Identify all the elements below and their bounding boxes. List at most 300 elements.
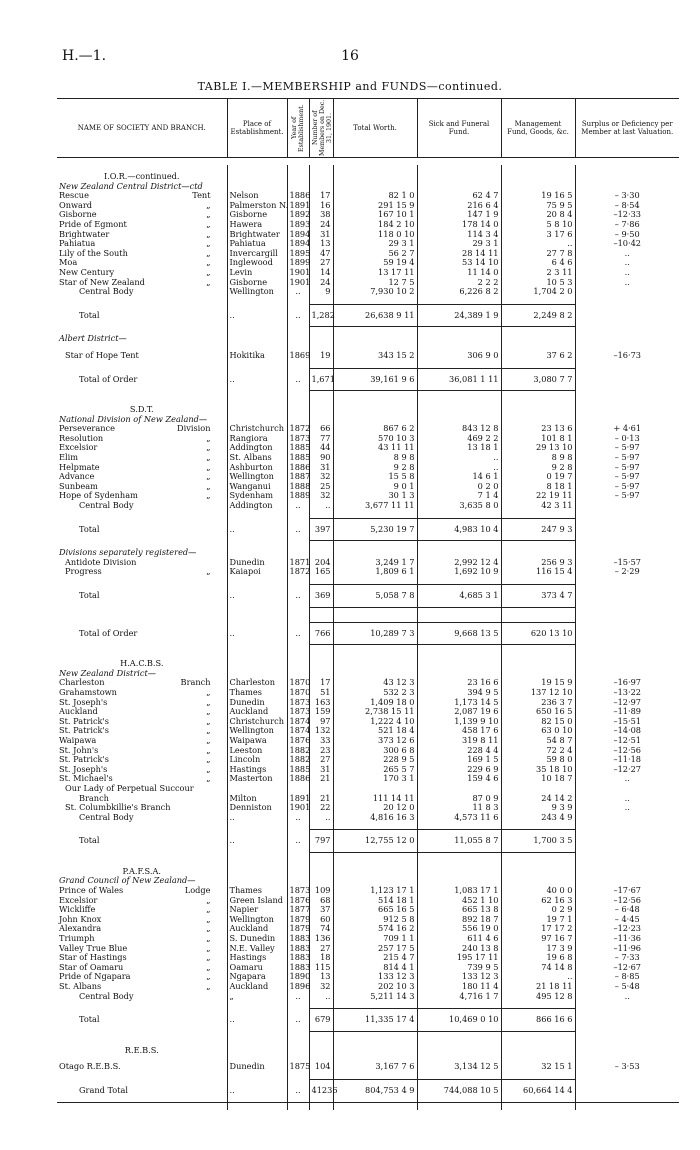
table-row — [57, 258, 679, 268]
year-cell: 1887 — [287, 472, 309, 482]
year-cell: 1872 — [287, 567, 309, 577]
sick-cell: 1,083 17 1 — [417, 886, 501, 896]
empty-cell — [575, 1046, 679, 1056]
lodge-type: Lodge — [184, 885, 211, 896]
branch-name: Lily of the South — [59, 247, 128, 258]
table-row — [57, 230, 679, 240]
sick-cell: 159 4 6 — [417, 774, 501, 784]
worth-cell: 9 0 1 — [333, 482, 417, 492]
worth-cell: 867 6 2 — [333, 424, 417, 434]
table-row — [57, 736, 679, 746]
worth-cell: 111 14 11 — [333, 794, 417, 804]
year-cell: 1899 — [287, 258, 309, 268]
place-cell: Palmerston N. — [227, 201, 287, 211]
place-cell: .. — [227, 622, 287, 645]
mgmt-cell: 59 8 0 — [501, 755, 575, 765]
table-row — [57, 678, 679, 688]
mgmt-cell: 1,704 2 0 — [501, 287, 575, 297]
branch-name: Antidote Division — [65, 556, 137, 567]
worth-cell: 1,409 18 0 — [333, 698, 417, 708]
year-cell: .. — [287, 287, 309, 297]
surplus-cell: –16·97 — [575, 678, 679, 688]
sick-cell: 11 8 3 — [417, 803, 501, 813]
mgmt-cell: 2 3 11 — [501, 268, 575, 278]
branch-name: Total — [79, 309, 100, 320]
lodge-type: „ — [206, 904, 211, 915]
empty-cell — [309, 867, 333, 877]
empty-cell — [575, 172, 679, 182]
mgmt-cell: 19 16 5 — [501, 191, 575, 201]
table-row — [57, 765, 679, 775]
mgmt-cell: 27 7 8 — [501, 249, 575, 259]
mgmt-cell: 3 17 6 — [501, 230, 575, 240]
place-cell: Thames — [227, 688, 287, 698]
surplus-cell: .. — [575, 774, 679, 784]
table-row — [57, 755, 679, 765]
table-row — [57, 944, 679, 954]
year-cell: 1870 — [287, 688, 309, 698]
branch-name-cell — [57, 1079, 227, 1102]
table-title: TABLE I.—MEMBERSHIP and FUNDS—continued. — [197, 80, 503, 93]
district-name: Grand Council of New Zealand— — [59, 875, 196, 886]
society-name: H.A.C.B.S. — [120, 658, 164, 669]
surplus-cell: – 4·45 — [575, 915, 679, 925]
members-cell: 27 — [309, 944, 333, 954]
surplus-cell — [575, 813, 679, 823]
sick-cell: 6,226 8 2 — [417, 287, 501, 297]
empty-cell — [227, 659, 287, 669]
lodge-type: „ — [206, 913, 211, 924]
lodge-type: „ — [206, 981, 211, 991]
branch-name: Waipawa — [59, 734, 97, 745]
sick-cell: 892 18 7 — [417, 915, 501, 925]
members-cell: 24 — [309, 278, 333, 288]
empty-cell — [575, 659, 679, 669]
sick-cell: 13 18 1 — [417, 443, 501, 453]
table-row — [57, 558, 679, 568]
branch-name: Elim — [59, 452, 78, 463]
members-cell: 1,671 — [309, 368, 333, 391]
total-row — [57, 304, 679, 327]
sick-cell: 114 3 4 — [417, 230, 501, 240]
lodge-type: „ — [206, 566, 211, 577]
worth-cell: 215 4 7 — [333, 953, 417, 963]
place-cell: Invercargill — [227, 249, 287, 259]
year-cell: 1885 — [287, 443, 309, 453]
lodge-type: „ — [206, 218, 211, 229]
sick-cell: 4,685 3 1 — [417, 585, 501, 608]
lodge-type: Division — [177, 423, 211, 434]
worth-cell: 514 18 1 — [333, 896, 417, 906]
year-cell: 1872 — [287, 424, 309, 434]
empty-cell — [417, 867, 501, 877]
worth-cell: 15 5 8 — [333, 472, 417, 482]
empty-cell — [417, 405, 501, 415]
branch-name-cell — [57, 830, 227, 853]
members-cell: 32 — [309, 491, 333, 501]
branch-name: Hope of Sydenham — [59, 490, 138, 501]
branch-name: Pride of Egmont — [59, 218, 127, 229]
table-row — [57, 924, 679, 934]
mgmt-cell: 20 8 4 — [501, 210, 575, 220]
year-cell: 1885 — [287, 765, 309, 775]
surplus-cell: .. — [575, 794, 679, 804]
surplus-cell: – 6·48 — [575, 905, 679, 915]
branch-name: Helpmate — [59, 461, 100, 472]
empty-cell — [227, 1046, 287, 1056]
sick-cell: 1,173 14 5 — [417, 698, 501, 708]
mgmt-cell: 54 8 7 — [501, 736, 575, 746]
table-body — [57, 165, 679, 1110]
year-cell: 1877 — [287, 905, 309, 915]
branch-name: Perseverance — [59, 423, 115, 434]
worth-cell: 12,755 12 0 — [333, 830, 417, 853]
society-name: R.E.B.S. — [124, 1044, 159, 1055]
place-cell: Dunedin — [227, 698, 287, 708]
branch-name: Branch — [79, 792, 109, 803]
year-cell: 1879 — [287, 915, 309, 925]
empty-cell — [309, 659, 333, 669]
worth-cell: 343 15 2 — [333, 351, 417, 361]
worth-cell: 10,289 7 3 — [333, 622, 417, 645]
sick-cell: 452 1 10 — [417, 896, 501, 906]
branch-name: St. Michael's — [59, 773, 113, 784]
mgmt-cell: 137 12 10 — [501, 688, 575, 698]
place-cell: Inglewood — [227, 258, 287, 268]
worth-cell: 709 1 1 — [333, 934, 417, 944]
worth-cell: 257 17 5 — [333, 944, 417, 954]
year-cell: 1876 — [287, 736, 309, 746]
place-cell: Leeston — [227, 746, 287, 756]
branch-name: Star of Hope Tent — [65, 349, 139, 360]
members-cell: 19 — [309, 351, 333, 361]
mgmt-cell: 3,080 7 7 — [501, 368, 575, 391]
place-cell: Sydenham — [227, 491, 287, 501]
place-cell: Rangiora — [227, 434, 287, 444]
year-cell: 1891 — [287, 201, 309, 211]
lodge-type: „ — [206, 247, 211, 258]
mgmt-cell: 32 15 1 — [501, 1062, 575, 1072]
place-cell: .. — [227, 368, 287, 391]
branch-name: Total — [79, 590, 100, 600]
district-name: New Zealand Central District—ctd — [59, 180, 203, 191]
members-cell: 27 — [309, 755, 333, 765]
lodge-type: „ — [206, 734, 211, 745]
lodge-type: „ — [206, 715, 211, 726]
empty-cell — [501, 659, 575, 669]
mgmt-cell: 17 17 2 — [501, 924, 575, 934]
place-cell: Dunedin — [227, 558, 287, 568]
place-cell: Thames — [227, 886, 287, 896]
sick-cell: 9,668 13 5 — [417, 622, 501, 645]
branch-name: Central Body — [79, 811, 134, 822]
worth-cell: 4,816 16 3 — [333, 813, 417, 823]
empty-cell — [227, 867, 287, 877]
place-cell: Hastings — [227, 953, 287, 963]
table-row — [57, 220, 679, 230]
lodge-type: „ — [206, 763, 211, 774]
sick-cell: 556 19 0 — [417, 924, 501, 934]
place-cell: .. — [227, 1009, 287, 1032]
place-cell: Pahiatua — [227, 239, 287, 249]
worth-cell: 184 2 10 — [333, 220, 417, 230]
mgmt-cell: 243 4 9 — [501, 813, 575, 823]
branch-name-cell — [57, 585, 227, 608]
table-row — [57, 482, 679, 492]
sick-cell: 133 12 3 — [417, 972, 501, 982]
members-cell: .. — [309, 992, 333, 1002]
table-row — [57, 501, 679, 511]
place-cell: .. — [227, 830, 287, 853]
total-row — [57, 1009, 679, 1032]
place-cell: Addington — [227, 443, 287, 453]
sick-cell: 10,469 0 10 — [417, 1009, 501, 1032]
sick-cell: 53 14 10 — [417, 258, 501, 268]
members-cell: 31 — [309, 765, 333, 775]
place-cell: Auckland — [227, 924, 287, 934]
year-cell: .. — [287, 585, 309, 608]
mgmt-cell: 72 2 4 — [501, 746, 575, 756]
worth-cell: 11,335 17 4 — [333, 1009, 417, 1032]
mgmt-cell: 17 3 9 — [501, 944, 575, 954]
table-row — [57, 905, 679, 915]
table-row — [57, 434, 679, 444]
mgmt-cell: 97 16 7 — [501, 934, 575, 944]
empty-cell — [417, 172, 501, 182]
branch-name: Charleston — [59, 677, 105, 688]
mgmt-cell: 82 15 0 — [501, 717, 575, 727]
table-row — [57, 813, 679, 823]
year-cell: 1890 — [287, 972, 309, 982]
lodge-type: „ — [206, 744, 211, 755]
lodge-type: „ — [206, 933, 211, 944]
table-row — [57, 896, 679, 906]
sick-cell: 1,139 9 10 — [417, 717, 501, 727]
members-cell: 23 — [309, 746, 333, 756]
sick-cell: 36,081 1 11 — [417, 368, 501, 391]
members-cell: 136 — [309, 934, 333, 944]
sick-cell: 240 13 8 — [417, 944, 501, 954]
mgmt-cell: 236 3 7 — [501, 698, 575, 708]
surplus-cell: – 7·33 — [575, 953, 679, 963]
surplus-cell: – 7·86 — [575, 220, 679, 230]
mgmt-cell: 866 16 6 — [501, 1009, 575, 1032]
place-cell: Charleston — [227, 678, 287, 688]
year-cell: 1876 — [287, 896, 309, 906]
members-cell: 115 — [309, 963, 333, 973]
lodge-type: „ — [206, 686, 211, 697]
surplus-cell: –12·67 — [575, 963, 679, 973]
surplus-cell: .. — [575, 258, 679, 268]
sick-cell: 229 6 9 — [417, 765, 501, 775]
total-row — [57, 518, 679, 541]
place-cell: Napier — [227, 905, 287, 915]
branch-name-cell — [57, 443, 227, 453]
table-header-row — [57, 99, 679, 158]
empty-cell — [501, 405, 575, 415]
members-cell: 47 — [309, 249, 333, 259]
year-cell: 1891 — [287, 794, 309, 804]
table-row — [57, 982, 679, 992]
year-cell: 1892 — [287, 210, 309, 220]
year-cell: .. — [287, 992, 309, 1002]
place-cell: Auckland — [227, 982, 287, 992]
members-cell: 159 — [309, 707, 333, 717]
place-cell: St. Albans — [227, 453, 287, 463]
sick-cell: 178 14 0 — [417, 220, 501, 230]
table-row — [57, 1062, 679, 1072]
worth-cell: 532 2 3 — [333, 688, 417, 698]
place-cell: Christchurch — [227, 424, 287, 434]
branch-name: St. Joseph's — [59, 696, 108, 707]
surplus-cell: – 8·54 — [575, 201, 679, 211]
empty-cell — [333, 1046, 417, 1056]
sick-cell: 739 9 5 — [417, 963, 501, 973]
surplus-cell: –16·73 — [575, 351, 679, 361]
empty-cell — [333, 659, 417, 669]
surplus-cell: –12·56 — [575, 746, 679, 756]
year-cell: 1883 — [287, 934, 309, 944]
surplus-cell: –11·36 — [575, 934, 679, 944]
members-cell: 17 — [309, 191, 333, 201]
branch-name: St. Joseph's — [59, 763, 108, 774]
worth-cell: 43 12 3 — [333, 678, 417, 688]
table-row — [57, 746, 679, 756]
table-row — [57, 463, 679, 473]
surplus-cell: –11·96 — [575, 944, 679, 954]
year-cell: 1893 — [287, 220, 309, 230]
lodge-type: „ — [206, 228, 211, 239]
mgmt-cell: 23 13 6 — [501, 424, 575, 434]
members-cell: 797 — [309, 830, 333, 853]
empty-cell — [501, 867, 575, 877]
mgmt-cell: 62 16 3 — [501, 896, 575, 906]
table-row — [57, 268, 679, 278]
worth-cell: 3,249 1 7 — [333, 558, 417, 568]
col-mgmt-header: Management Fund, Goods, &c. — [501, 99, 575, 158]
surplus-cell: – 5·97 — [575, 463, 679, 473]
place-cell: Gisborne — [227, 278, 287, 288]
branch-name: Wickliffe — [59, 904, 96, 915]
branch-name: Auckland — [59, 706, 98, 717]
branch-name: Central Body — [79, 500, 134, 511]
branch-name-cell — [57, 368, 227, 391]
place-cell: Kaiapoi — [227, 567, 287, 577]
lodge-type: „ — [206, 961, 211, 972]
members-cell: 25 — [309, 482, 333, 492]
empty-cell — [287, 405, 309, 415]
worth-cell: 912 5 8 — [333, 915, 417, 925]
worth-cell: 29 3 1 — [333, 239, 417, 249]
lodge-type: „ — [206, 894, 211, 905]
year-cell: 1873 — [287, 707, 309, 717]
worth-cell: 1,123 17 1 — [333, 886, 417, 896]
branch-name-cell — [57, 518, 227, 541]
branch-name-cell — [57, 1062, 227, 1072]
mgmt-cell: 8 9 8 — [501, 453, 575, 463]
branch-name-cell — [57, 1009, 227, 1032]
lodge-type: Branch — [180, 677, 211, 688]
surplus-cell: – 5·97 — [575, 491, 679, 501]
society-heading — [57, 1046, 679, 1056]
empty-cell — [227, 334, 287, 344]
surplus-cell: – 5·97 — [575, 443, 679, 453]
branch-name-cell — [57, 622, 227, 645]
worth-cell: 43 11 11 — [333, 443, 417, 453]
mgmt-cell: 37 6 2 — [501, 351, 575, 361]
place-cell: .. — [227, 304, 287, 327]
empty-cell — [287, 867, 309, 877]
surplus-cell — [575, 287, 679, 297]
branch-name: Star of Oamaru — [59, 961, 124, 972]
empty-cell — [333, 867, 417, 877]
branch-name: New Century — [59, 266, 115, 277]
table-row — [57, 934, 679, 944]
members-cell: 132 — [309, 726, 333, 736]
sick-cell: 3,635 8 0 — [417, 501, 501, 511]
surplus-cell: –12·27 — [575, 765, 679, 775]
table-row — [57, 963, 679, 973]
col-worth-header: Total Worth. — [333, 99, 417, 158]
sick-cell: 11 14 0 — [417, 268, 501, 278]
place-cell: .. — [227, 585, 287, 608]
empty-cell — [501, 334, 575, 344]
sick-cell: .. — [417, 453, 501, 463]
mgmt-cell: 10 5 3 — [501, 278, 575, 288]
worth-cell: 300 6 8 — [333, 746, 417, 756]
table-row — [57, 688, 679, 698]
total-row — [57, 830, 679, 853]
mgmt-cell: 24 14 2 — [501, 794, 575, 804]
lodge-type: „ — [206, 706, 211, 717]
worth-cell: 26,638 9 11 — [333, 304, 417, 327]
total-row — [57, 585, 679, 608]
branch-name: John Knox — [59, 913, 102, 924]
branch-name: St. Patrick's — [59, 754, 109, 765]
year-cell: 1894 — [287, 230, 309, 240]
worth-cell: 133 12 3 — [333, 972, 417, 982]
lodge-type: „ — [206, 773, 211, 784]
table-row — [57, 191, 679, 201]
members-cell: 204 — [309, 558, 333, 568]
members-cell: 18 — [309, 953, 333, 963]
branch-name: St. Patrick's — [59, 715, 109, 726]
society-name: I.O.R.—continued. — [103, 171, 180, 181]
sick-cell: 0 2 0 — [417, 482, 501, 492]
worth-cell: 570 10 3 — [333, 434, 417, 444]
worth-cell: 5,058 7 8 — [333, 585, 417, 608]
surplus-cell: –12·51 — [575, 736, 679, 746]
members-cell: 31 — [309, 463, 333, 473]
place-cell: Milton — [227, 794, 287, 804]
empty-cell — [309, 172, 333, 182]
sick-cell: 469 2 2 — [417, 434, 501, 444]
lodge-type: „ — [206, 471, 211, 482]
sick-cell: 62 4 7 — [417, 191, 501, 201]
lodge-type: „ — [206, 442, 211, 453]
worth-cell: 228 9 5 — [333, 755, 417, 765]
lodge-type: „ — [206, 754, 211, 765]
total-row — [57, 1079, 679, 1102]
mgmt-cell: 373 4 7 — [501, 585, 575, 608]
year-cell: .. — [287, 1009, 309, 1032]
empty-cell — [287, 659, 309, 669]
year-cell: 1875 — [287, 1062, 309, 1072]
worth-cell: 56 2 7 — [333, 249, 417, 259]
surplus-cell — [575, 1009, 679, 1032]
place-cell: Ngapara — [227, 972, 287, 982]
worth-cell: 202 10 3 — [333, 982, 417, 992]
